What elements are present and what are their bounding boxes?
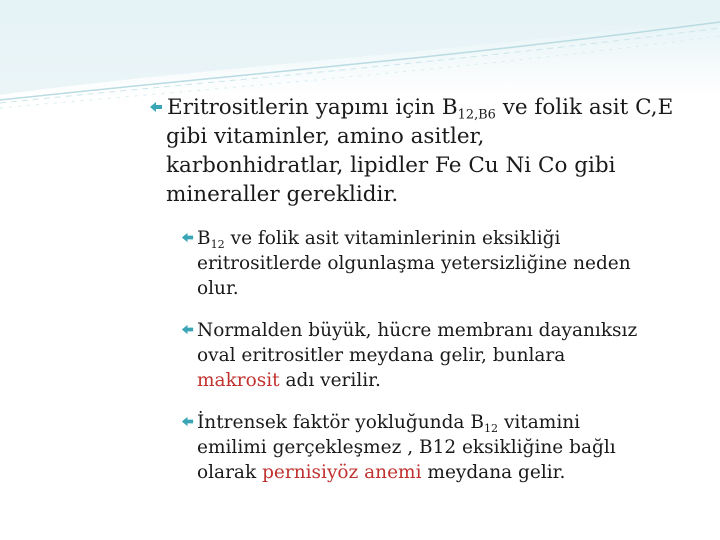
bullet4-text-b: vitamini (498, 412, 581, 433)
bullet4-line1 (180, 410, 705, 435)
bullet4-text-a: İntrensek faktör yokluğunda B (197, 412, 484, 433)
bullet2-line3: olur. (197, 278, 239, 299)
bullet-marker-icon (148, 99, 164, 115)
bullet1-text-a: Eritrositlerin yapımı için B (167, 95, 458, 120)
bullet1-text-b: ve folik asit C,E (495, 95, 674, 120)
bullet2-text-b: ve folik asit vitaminlerinin eksikliği (224, 228, 561, 249)
term-makrosit: makrosit (197, 370, 280, 391)
bullet3-line3-rest: adı verilir. (279, 370, 381, 391)
bullet4-line2: emilimi gerçekleşmez , B12 eksikliğine bağlı (197, 437, 616, 458)
bullet-intrinsic-factor (180, 410, 705, 485)
bullet-marker-icon (180, 322, 195, 337)
bullet4-subscript: 12 (483, 421, 499, 435)
bullet2-line1 (180, 226, 705, 251)
bullet3-line2: oval eritrositler meydana gelir, bunlara (197, 345, 566, 366)
bullet-erythrocyte-production (148, 93, 708, 209)
bullet3-line3 (180, 368, 715, 393)
bullet4-line3 (180, 460, 705, 485)
bullet-marker-icon (180, 414, 195, 429)
bullet1-line3: karbonhidratlar, lipidler Fe Cu Ni Co gibi (166, 153, 616, 178)
bullet1-subscript: 12,B6 (457, 107, 496, 123)
bullet2-text-a: B (197, 228, 211, 249)
bullet-marker-icon (180, 230, 195, 245)
bullet1-line2: gibi vitaminler, amino asitler, (166, 124, 485, 149)
term-pernisiyoz-anemi: pernisiyöz anemi (262, 462, 422, 483)
bullet3-text-line1: Normalden büyük, hücre membranı dayanıksız (197, 320, 638, 341)
bullet2-subscript: 12 (210, 237, 225, 251)
bullet1-line4: mineraller gereklidir. (166, 182, 399, 207)
bullet3-line1 (180, 318, 715, 343)
bullet-b12-deficiency (180, 226, 705, 301)
bullet1-line1 (148, 93, 708, 122)
bullet4-line3-start: olarak (197, 462, 263, 483)
bullet2-line2: eritrositlerde olgunlaşma yetersizliğine neden (197, 253, 631, 274)
bullet-macrocyte (180, 318, 715, 393)
bullet4-line3-rest: meydana gelir. (421, 462, 566, 483)
